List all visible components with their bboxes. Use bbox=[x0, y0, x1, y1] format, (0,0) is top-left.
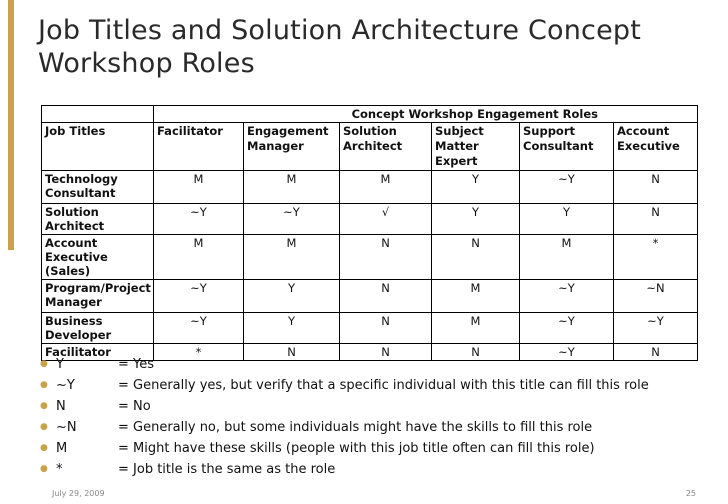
table-cell: M bbox=[432, 313, 520, 344]
legend-meaning: = Job title is the same as the role bbox=[118, 462, 336, 477]
row-label: Program/Project Manager bbox=[42, 280, 154, 313]
table-cell: ~Y bbox=[154, 204, 244, 235]
table-cell: ~N bbox=[614, 280, 698, 313]
legend-list bbox=[40, 354, 649, 480]
col-header-subject-matter-expert: Subject Matter Expert bbox=[432, 123, 520, 171]
table-row bbox=[42, 235, 698, 280]
table-row bbox=[42, 280, 698, 313]
list-item bbox=[40, 354, 649, 375]
legend-meaning: = Yes bbox=[118, 357, 155, 372]
row-label: Technology Consultant bbox=[42, 171, 154, 204]
legend-code: Y bbox=[56, 357, 64, 372]
table-cell: ~Y bbox=[520, 344, 614, 361]
bullet-icon: ● bbox=[40, 443, 48, 453]
table-cell: N bbox=[614, 204, 698, 235]
left-decor-bar bbox=[0, 0, 18, 504]
table-cell: N bbox=[340, 235, 432, 280]
table-cell: ~Y bbox=[520, 313, 614, 344]
list-item bbox=[40, 417, 649, 438]
table-cell: Y bbox=[244, 313, 340, 344]
table-cell: M bbox=[520, 235, 614, 280]
table-cell: N bbox=[432, 235, 520, 280]
legend-meaning: = Generally yes, but verify that a specific individual with this title can fill this role bbox=[118, 378, 649, 393]
bullet-icon: ● bbox=[40, 380, 48, 390]
legend-code: ~Y bbox=[56, 378, 75, 393]
page-number: 25 bbox=[685, 489, 696, 498]
col-header-support-consultant: Support Consultant bbox=[520, 123, 614, 171]
list-item bbox=[40, 396, 649, 417]
table-cell: M bbox=[244, 171, 340, 204]
legend-code: * bbox=[56, 462, 63, 477]
bullet-icon: ● bbox=[40, 401, 48, 411]
accent-stripe bbox=[8, 0, 14, 250]
table-cell: Y bbox=[520, 204, 614, 235]
table-cell: Y bbox=[432, 204, 520, 235]
table-cell: N bbox=[614, 171, 698, 204]
table-cell: N bbox=[432, 344, 520, 361]
roles-table bbox=[41, 105, 698, 361]
table-cell: M bbox=[154, 171, 244, 204]
bullet-icon: ● bbox=[40, 464, 48, 474]
table-cell: N bbox=[340, 280, 432, 313]
legend-meaning: = Might have these skills (people with this job title often can fill this role) bbox=[118, 441, 595, 456]
table-cell: N bbox=[244, 344, 340, 361]
table-cell: M bbox=[154, 235, 244, 280]
legend-code: ~N bbox=[56, 420, 77, 435]
row-label: Account Executive (Sales) bbox=[42, 235, 154, 280]
column-header-row bbox=[42, 123, 698, 171]
list-item bbox=[40, 375, 649, 396]
col-header-account-executive: Account Executive bbox=[614, 123, 698, 171]
col-header-engagement-manager: Engagement Manager bbox=[244, 123, 340, 171]
table-row bbox=[42, 313, 698, 344]
table-cell: * bbox=[154, 344, 244, 361]
table-cell: ~Y bbox=[520, 171, 614, 204]
group-header: Concept Workshop Engagement Roles bbox=[154, 106, 698, 123]
table-cell: N bbox=[340, 344, 432, 361]
bullet-icon: ● bbox=[40, 359, 48, 369]
footer-date: July 29, 2009 bbox=[52, 489, 105, 498]
legend-code: M bbox=[56, 441, 68, 456]
table-cell: ~Y bbox=[614, 313, 698, 344]
col-header-solution-architect: Solution Architect bbox=[340, 123, 432, 171]
table-cell: M bbox=[340, 171, 432, 204]
table-cell: ~Y bbox=[520, 280, 614, 313]
slide-title: Job Titles and Solution Architecture Concept Workshop Roles bbox=[38, 15, 642, 79]
list-item bbox=[40, 438, 649, 459]
table-cell: ~Y bbox=[154, 313, 244, 344]
table-cell: * bbox=[614, 235, 698, 280]
row-label: Business Developer bbox=[42, 313, 154, 344]
col-header-job-titles: Job Titles bbox=[42, 123, 154, 171]
bullet-icon: ● bbox=[40, 422, 48, 432]
table-cell: √ bbox=[340, 204, 432, 235]
legend-meaning: = No bbox=[118, 399, 151, 414]
row-label: Solution Architect bbox=[42, 204, 154, 235]
col-header-facilitator: Facilitator bbox=[154, 123, 244, 171]
table-cell: ~Y bbox=[154, 280, 244, 313]
table-cell: M bbox=[244, 235, 340, 280]
table-cell: M bbox=[432, 280, 520, 313]
table-cell: Y bbox=[432, 171, 520, 204]
table-cell: N bbox=[340, 313, 432, 344]
table-row bbox=[42, 171, 698, 204]
table-row bbox=[42, 204, 698, 235]
legend-code: N bbox=[56, 399, 66, 414]
table-corner-cell bbox=[42, 106, 154, 123]
table-cell: Y bbox=[244, 280, 340, 313]
table-cell: ~Y bbox=[244, 204, 340, 235]
legend-meaning: = Generally no, but some individuals might have the skills to fill this role bbox=[118, 420, 593, 435]
roles-table-container bbox=[41, 105, 697, 361]
list-item bbox=[40, 459, 649, 480]
row-label: Facilitator bbox=[42, 344, 154, 361]
table-cell: N bbox=[614, 344, 698, 361]
